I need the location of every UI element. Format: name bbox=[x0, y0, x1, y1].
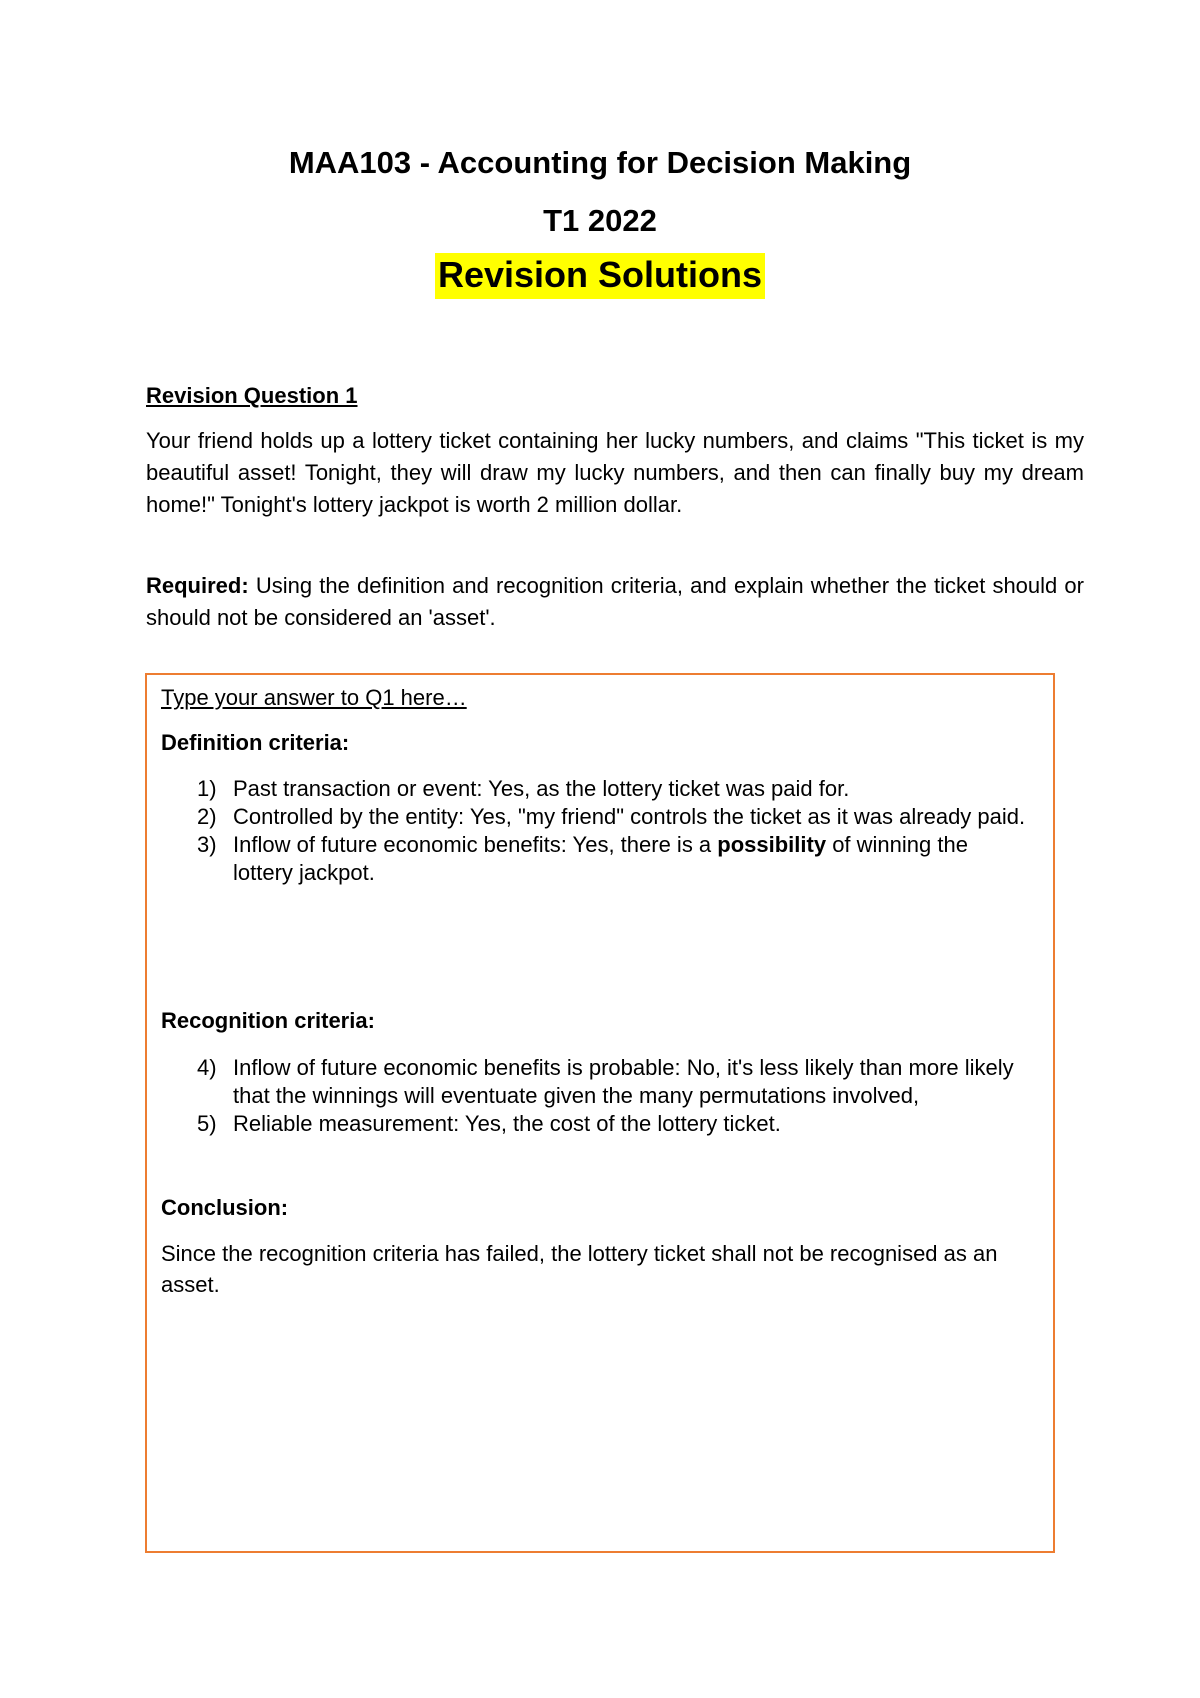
answer-box[interactable] bbox=[145, 673, 1055, 1553]
list-item-number: 2) bbox=[197, 804, 217, 829]
list-item-text: of winning the lottery jackpot. bbox=[233, 832, 968, 885]
list-item bbox=[161, 775, 1031, 803]
list-item-number: 3) bbox=[197, 832, 217, 857]
list-item-text: Inflow of future economic benefits: Yes, there is a bbox=[233, 832, 718, 857]
answer-prompt[interactable]: Type your answer to Q1 here… bbox=[161, 685, 467, 710]
question-text: Your friend holds up a lottery ticket containing her lucky numbers, and claims "This ticket is my beautiful asset! Tonight, they will draw my lucky numbers, and then can finally buy my dream home!" Tonight's lottery jackpot is worth 2 million dollar. bbox=[146, 428, 1084, 517]
list-item-number: 4) bbox=[197, 1055, 217, 1080]
list-item-number: 5) bbox=[197, 1111, 217, 1136]
revision-title-wrap bbox=[0, 253, 1200, 299]
list-item bbox=[161, 803, 1031, 831]
recognition-list bbox=[161, 1054, 1031, 1138]
list-item-text: Controlled by the entity: Yes, "my friend" controls the ticket as it was already paid. bbox=[233, 804, 1026, 829]
list-item bbox=[161, 831, 1031, 887]
required-paragraph bbox=[146, 570, 1084, 634]
list-item-text: Past transaction or event: Yes, as the lottery ticket was paid for. bbox=[233, 776, 850, 801]
conclusion-heading: Conclusion: bbox=[161, 1195, 289, 1220]
emphasis-text: possibility bbox=[717, 832, 827, 857]
required-label: Required: bbox=[146, 573, 249, 598]
list-item bbox=[161, 1054, 1031, 1110]
list-item-text: Reliable measurement: Yes, the cost of the lottery ticket. bbox=[233, 1111, 781, 1136]
course-title: MAA103 - Accounting for Decision Making bbox=[288, 145, 912, 180]
list-item-number: 1) bbox=[197, 776, 217, 801]
conclusion-text: Since the recognition criteria has failed, the lottery ticket shall not be recognised as an asset. bbox=[161, 1241, 998, 1297]
term-title: T1 2022 bbox=[543, 203, 657, 238]
list-item bbox=[161, 1110, 1031, 1138]
revision-title: Revision Solutions bbox=[435, 253, 765, 299]
list-item-text: Inflow of future economic benefits is probable: No, it's less likely than more likely that the winnings will eventuate given the many permutations involved, bbox=[233, 1055, 1014, 1108]
question-heading: Revision Question 1 bbox=[146, 383, 358, 408]
recognition-heading: Recognition criteria: bbox=[161, 1008, 375, 1033]
definition-list bbox=[161, 775, 1031, 887]
definition-heading: Definition criteria: bbox=[161, 730, 350, 755]
required-text: Using the definition and recognition criteria, and explain whether the ticket should or should not be considered an 'asset'. bbox=[146, 573, 1084, 630]
